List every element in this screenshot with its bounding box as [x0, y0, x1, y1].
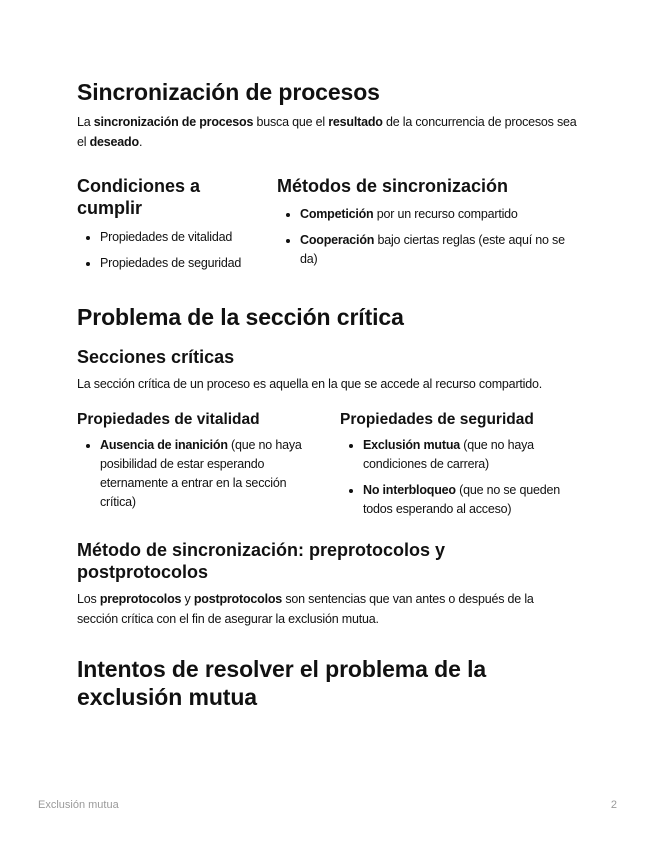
text-run: y — [181, 592, 194, 606]
methods-list — [277, 205, 577, 269]
footer-title: Exclusión mutua — [38, 799, 119, 811]
page-content — [77, 78, 577, 711]
column-methods — [277, 175, 577, 280]
bold-term: deseado — [89, 135, 139, 149]
page-footer — [38, 799, 617, 811]
list-item — [300, 205, 577, 224]
heading-metodo-sincronizacion: Método de sincronización: preprotocolos y postprotocolos — [77, 540, 446, 582]
text-run: bajo ciertas reglas (este aquí no se da) — [300, 233, 565, 266]
text-run: (que no haya posibilidad de estar esperando eternamente a entrar en la sección crítica) — [100, 438, 302, 509]
bold-term: Ausencia de inanición — [100, 438, 228, 452]
bold-term: Exclusión mutua — [363, 438, 461, 452]
two-column-properties — [77, 410, 577, 526]
intro-paragraph — [77, 112, 577, 152]
bold-term: sincronización de procesos — [93, 115, 254, 129]
text-run: son sentencias que van antes o después de la sección crítica con el fin de asegurar la exclusión mutua. — [77, 592, 534, 626]
list-item — [363, 436, 577, 474]
text-run: . — [138, 135, 143, 149]
text-run: (que no haya condiciones de carrera) — [363, 438, 534, 471]
column-seguridad — [340, 410, 577, 526]
heading-seguridad: Propiedades de seguridad — [340, 411, 534, 428]
text-run: por un recurso compartido — [373, 207, 518, 221]
list-item: • Propiedades de seguridad — [100, 254, 252, 273]
list-item — [363, 481, 577, 519]
bold-term: Cooperación — [300, 233, 375, 247]
bold-term: Competición — [300, 207, 374, 221]
text-run: busca que el — [253, 115, 329, 129]
conditions-list — [77, 228, 252, 273]
section-title-seccion-critica: Problema de la sección crítica — [77, 304, 404, 330]
bold-term: postprotocolos — [193, 592, 283, 606]
seguridad-list — [340, 436, 577, 519]
two-column-conditions-methods — [77, 175, 577, 280]
heading-vitalidad: Propiedades de vitalidad — [77, 411, 260, 428]
column-vitalidad — [77, 410, 320, 526]
text-run: (que no se queden todos esperando al acceso) — [363, 483, 560, 516]
bold-term: resultado — [328, 115, 383, 129]
heading-methods: Métodos de sincronización — [277, 176, 509, 196]
section-title-intentos: Intentos de resolver el problema de la exclusión mutua — [77, 656, 487, 710]
protocols-paragraph — [77, 589, 577, 629]
list-item — [100, 436, 320, 512]
text-run: La — [77, 115, 94, 129]
text-run: Los — [77, 592, 100, 606]
page-number: 2 — [610, 799, 617, 811]
section-title-sincronizacion: Sincronización de procesos — [77, 79, 380, 105]
column-conditions — [77, 175, 252, 280]
critical-section-paragraph: La sección crítica de un proceso es aquella en la que se accede al recurso compartido. — [77, 377, 543, 391]
text-run: de la concurrencia de procesos sea el — [77, 115, 577, 149]
heading-secciones-criticas: Secciones críticas — [77, 347, 235, 367]
vitalidad-list — [77, 436, 320, 512]
list-item — [300, 231, 577, 269]
bold-term: No interbloqueo — [363, 483, 456, 497]
bold-term: preprotocolos — [99, 592, 182, 606]
list-item: • Propiedades de vitalidad — [100, 228, 252, 247]
heading-conditions: Condiciones a cumplir — [77, 176, 201, 218]
